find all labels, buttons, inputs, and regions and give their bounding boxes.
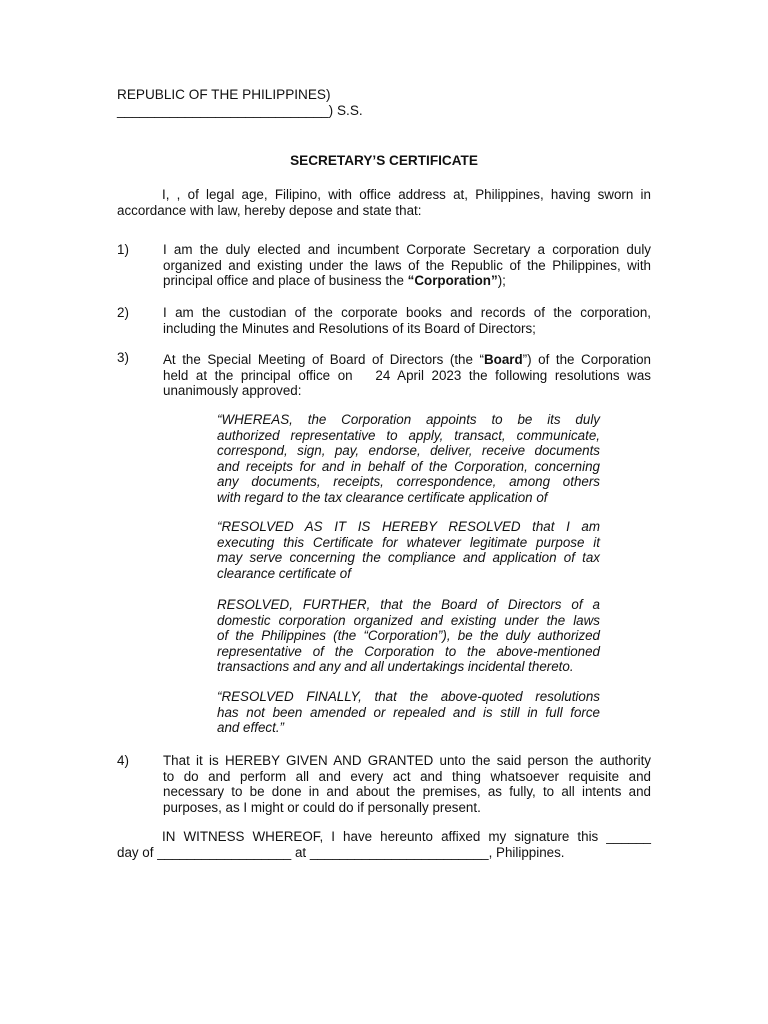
venue-line-1: REPUBLIC OF THE PHILIPPINES) [117, 87, 331, 102]
item-line: held at the principal office on 24 April 2023 the following resolutions was [163, 367, 651, 383]
quote-line: any documents, receipts, correspondence, among others [217, 474, 600, 490]
venue-line-2: ____________________________) S.S. [117, 103, 363, 118]
quote-line: representative of the Corporation to the above-mentioned [217, 643, 600, 659]
intro-line-2: accordance with law, hereby depose and state that: [117, 202, 422, 218]
document-title: SECRETARY’S CERTIFICATE [290, 153, 478, 168]
intro-paragraph [117, 187, 651, 218]
quote-line: RESOLVED, FURTHER, that the Board of Directors of a [217, 597, 600, 612]
item-text: At the Special Meeting of Board of Directors (the “ [163, 352, 484, 367]
quote-line: correspond, sign, pay, endorse, deliver, receive documents [217, 443, 600, 459]
item-line: necessary to be done in and about the premises, as fully, to all intents and [163, 784, 651, 800]
item-line [163, 352, 651, 368]
item-line: unanimously approved: [163, 383, 302, 399]
item-line: to do and perform all and every act and thing whatsoever requisite and [163, 768, 651, 784]
item-paragraph [163, 352, 651, 399]
resolution-resolved [217, 519, 600, 581]
quote-line: may serve concerning the compliance and application of tax [217, 550, 600, 566]
witness-line-1: IN WITNESS WHEREOF, I have hereunto affixed my signature this ______ [162, 829, 651, 844]
quote-line: authorized representative to apply, transact, communicate, [217, 427, 600, 443]
quote-line: executing this Certificate for whatever legitimate purpose it [217, 534, 600, 550]
quote-line: transactions and any and all undertakings incidental thereto. [217, 659, 574, 675]
item-line [163, 273, 651, 289]
quote-line: with regard to the tax clearance certificate application of [217, 489, 548, 505]
item-line: purposes, as I might or could do if personally present. [163, 799, 481, 815]
quote-line: of the Philippines (the “Corporation”), be the duly authorized [217, 628, 600, 644]
quote-line: clearance certificate of [217, 565, 351, 581]
defined-term: “Corporation” [407, 273, 498, 289]
item-number: 1) [117, 242, 129, 257]
quote-line: “RESOLVED FINALLY, that the above-quoted resolutions [217, 689, 600, 704]
item-paragraph [163, 305, 651, 336]
item-line: I am the duly elected and incumbent Corporate Secretary a corporation duly [163, 242, 651, 257]
intro-line-1: I, , of legal age, Filipino, with office address at, Philippines, having sworn in [162, 187, 651, 202]
resolution-whereas [217, 412, 600, 506]
item-text: ”) of the Corporation [522, 352, 651, 367]
item-paragraph [163, 242, 651, 289]
item-number: 4) [117, 753, 129, 768]
item-line: including the Minutes and Resolutions of its Board of Directors; [163, 320, 536, 336]
item-number: 3) [117, 350, 129, 365]
item-paragraph [163, 753, 651, 815]
item-line: That it is HEREBY GIVEN AND GRANTED unto the said person the authority [163, 753, 651, 768]
witness-clause [117, 829, 651, 860]
venue-block [117, 87, 363, 119]
quote-line: and receipts for and in behalf of the Corporation, concerning [217, 458, 600, 474]
item-text: principal office and place of business the [163, 273, 408, 289]
defined-term: Board [483, 352, 523, 367]
witness-line-2: day of __________________ at ________________________, Philippines. [117, 844, 565, 860]
resolution-finally [217, 689, 600, 736]
resolution-further [217, 597, 600, 675]
item-line: organized and existing under the laws of the Republic of the Philippines, with [163, 257, 651, 273]
quote-line: domestic corporation organized and existing under the laws [217, 612, 600, 628]
quote-line: has not been amended or repealed and is still in full force [217, 704, 600, 720]
item-line: I am the custodian of the corporate books and records of the corporation, [163, 305, 651, 320]
item-text: ); [497, 273, 506, 289]
quote-line: “WHEREAS, the Corporation appoints to be its duly [217, 412, 600, 427]
quote-line: and effect.” [217, 720, 284, 736]
quote-line: “RESOLVED AS IT IS HEREBY RESOLVED that I am [217, 519, 600, 534]
item-number: 2) [117, 305, 129, 320]
